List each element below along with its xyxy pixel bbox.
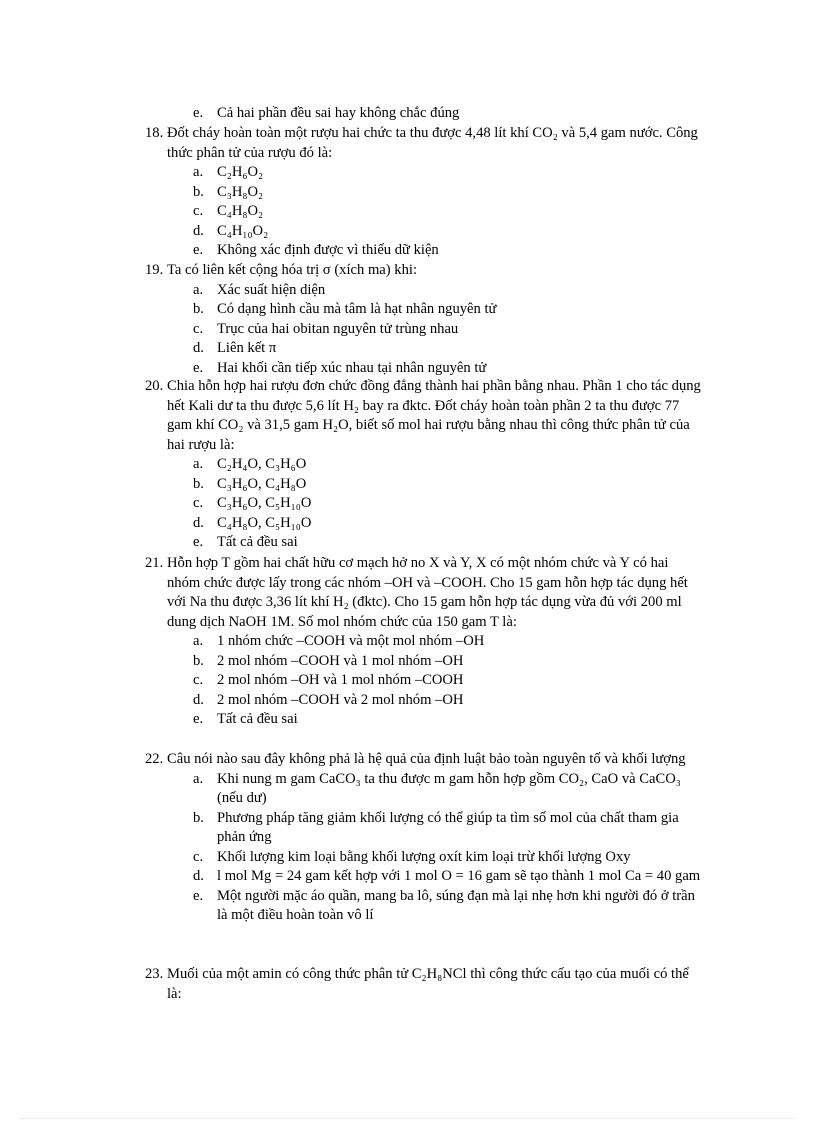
options-list — [145, 281, 705, 379]
option-letter: b. — [193, 475, 204, 492]
question-text: Ta có liên kết cộng hóa trị σ (xích ma) khi: — [167, 262, 417, 278]
question-21 — [145, 554, 705, 730]
option-letter: a. — [193, 456, 204, 472]
option-letter: b. — [193, 301, 204, 317]
question-number: 19. — [145, 262, 164, 278]
option-letter: a. — [193, 281, 204, 298]
option-item — [145, 339, 705, 359]
option-text: Tất cả đều sai — [217, 711, 298, 727]
option-letter: e. — [193, 359, 204, 376]
option-item — [145, 848, 705, 868]
option-item — [145, 104, 705, 124]
option-text: Tất cả đều sai — [217, 534, 298, 550]
option-item — [145, 887, 705, 926]
option-text: C₃H₈O₂ — [217, 183, 264, 200]
question-19 — [145, 261, 705, 378]
option-letter: a. — [193, 164, 204, 180]
option-text: Có dạng hình cầu mà tâm là hạt nhân nguyên tử — [217, 301, 497, 317]
option-text: Phương pháp tăng giảm khối lượng có thể giúp ta tìm số mol của chất tham gia phản ứng — [217, 809, 679, 845]
option-item — [145, 691, 705, 711]
option-letter: b. — [193, 183, 204, 200]
option-letter: c. — [193, 848, 204, 865]
page-bottom-divider — [20, 1118, 796, 1119]
question-text: Chia hỗn hợp hai rượu đơn chức đồng đẳng thành hai phần bằng nhau. Phần 1 cho tác dụng hết Kali dư ta thu được 5,6 lít H₂ bay ra đktc. Đốt cháy hoàn toàn phần 2 ta thu được 77 gam khí CO₂ và 31,5 gam H₂O, biết số mol hai rượu bằng nhau thì công thức phân tử của hai rượu là: — [167, 378, 701, 453]
option-letter: e. — [193, 105, 204, 121]
question-number: 21. — [145, 555, 164, 571]
option-text: C₄H₈O₂ — [217, 203, 264, 219]
option-item — [145, 770, 705, 809]
option-text: Không xác định được vì thiếu dữ kiện — [217, 242, 439, 258]
option-text: C₃H₆O, C₄H₈O — [217, 475, 307, 492]
option-item — [145, 202, 705, 222]
option-text: 2 mol nhóm –COOH và 1 mol nhóm –OH — [217, 652, 464, 669]
option-item — [145, 320, 705, 340]
option-item — [145, 222, 705, 242]
option-item — [145, 241, 705, 261]
question-text: Muối của một amin có công thức phân tử C₂H₈NCl thì công thức cấu tạo của muối có thể là: — [167, 966, 689, 1002]
option-letter: d. — [193, 691, 204, 708]
option-item — [145, 652, 705, 672]
question-20 — [145, 377, 705, 553]
option-letter: e. — [193, 711, 204, 727]
option-item — [145, 475, 705, 495]
option-letter: d. — [193, 340, 204, 356]
option-letter: a. — [193, 633, 204, 649]
option-letter: c. — [193, 320, 204, 337]
question-number: 20. — [145, 378, 164, 394]
option-item — [145, 867, 705, 887]
option-item — [145, 494, 705, 514]
option-item — [145, 632, 705, 652]
option-text: C₂H₆O₂ — [217, 164, 264, 180]
option-text: 2 mol nhóm –COOH và 2 mol nhóm –OH — [217, 691, 464, 708]
option-text: Trục của hai obitan nguyên tử trùng nhau — [217, 320, 459, 337]
option-text: Cả hai phần đều sai hay không chắc đúng — [217, 105, 460, 121]
option-item — [145, 183, 705, 203]
option-text: C₃H₆O, C₅H₁₀O — [217, 495, 312, 511]
option-letter: e. — [193, 887, 204, 904]
option-text: 1 nhóm chức –COOH và một mol nhóm –OH — [217, 633, 485, 649]
option-text: 2 mol nhóm –OH và 1 mol nhóm –COOH — [217, 672, 464, 688]
options-list — [145, 770, 705, 926]
option-text: Khi nung m gam CaCO₃ ta thu được m gam hỗn hợp gồm CO₂, CaO và CaCO₃ (nếu dư) — [217, 770, 681, 806]
option-letter: d. — [193, 222, 204, 239]
option-text: Hai khối cần tiếp xúc nhau tại nhân nguyên tử — [217, 359, 487, 376]
option-item — [145, 671, 705, 691]
option-text: Liên kết π — [217, 340, 277, 356]
option-item — [145, 809, 705, 848]
option-text: C₄H₈O, C₅H₁₀O — [217, 514, 312, 531]
option-item — [145, 300, 705, 320]
option-letter: d. — [193, 514, 204, 531]
options-list — [145, 455, 705, 553]
carry-over-option — [145, 104, 705, 124]
options-list — [145, 163, 705, 261]
question-23 — [145, 965, 705, 1004]
option-letter: b. — [193, 652, 204, 669]
option-text: l mol Mg = 24 gam kết hợp với 1 mol O = 16 gam sẽ tạo thành 1 mol Ca = 40 gam — [217, 868, 701, 884]
option-text: Một người mặc áo quần, mang ba lô, súng đạn mà lại nhẹ hơn khi người đó ở trần là một điều hoàn toàn vô lí — [217, 887, 695, 923]
option-item — [145, 710, 705, 730]
option-letter: c. — [193, 203, 204, 219]
option-item — [145, 281, 705, 301]
question-number: 22. — [145, 751, 164, 767]
option-letter: b. — [193, 809, 204, 826]
option-text: Xác suất hiện diện — [217, 281, 326, 298]
option-item — [145, 163, 705, 183]
question-number: 23. — [145, 966, 164, 982]
question-text: Đốt cháy hoàn toàn một rượu hai chức ta thu được 4,48 lít khí CO₂ và 5,4 gam nước. Công thức phân tử của rượu đó là: — [167, 125, 698, 161]
question-text: Hỗn hợp T gồm hai chất hữu cơ mạch hở no X và Y, X có một nhóm chức và Y có hai nhóm chức được lấy trong các nhóm –OH và –COOH. Cho 15 gam hỗn hợp tác dụng hết với Na thu được 3,36 lít khí H₂ (đktc). Cho 15 gam hỗn hợp tác dụng vừa đủ với 200 ml dung dịch NaOH 1M. Số mol nhóm chức của 150 gam T là: — [167, 555, 688, 630]
option-letter: d. — [193, 868, 204, 884]
question-22 — [145, 750, 705, 926]
option-text: Khối lượng kim loại bằng khối lượng oxít kim loại trừ khối lượng Oxy — [217, 848, 631, 865]
option-item — [145, 533, 705, 553]
option-text: C₄H₁₀O₂ — [217, 222, 269, 239]
options-list — [145, 632, 705, 730]
option-item — [145, 514, 705, 534]
question-number: 18. — [145, 125, 164, 141]
option-letter: c. — [193, 495, 204, 511]
question-18 — [145, 124, 705, 261]
option-item — [145, 359, 705, 379]
option-letter: c. — [193, 672, 204, 688]
option-letter: e. — [193, 534, 204, 550]
option-letter: e. — [193, 242, 204, 258]
question-text: Câu nói nào sau đây không phả là hệ quả của định luật bảo toàn nguyên tố và khối lượng — [167, 751, 686, 767]
option-item — [145, 455, 705, 475]
option-text: C₂H₄O, C₃H₆O — [217, 456, 307, 472]
option-letter: a. — [193, 770, 204, 787]
